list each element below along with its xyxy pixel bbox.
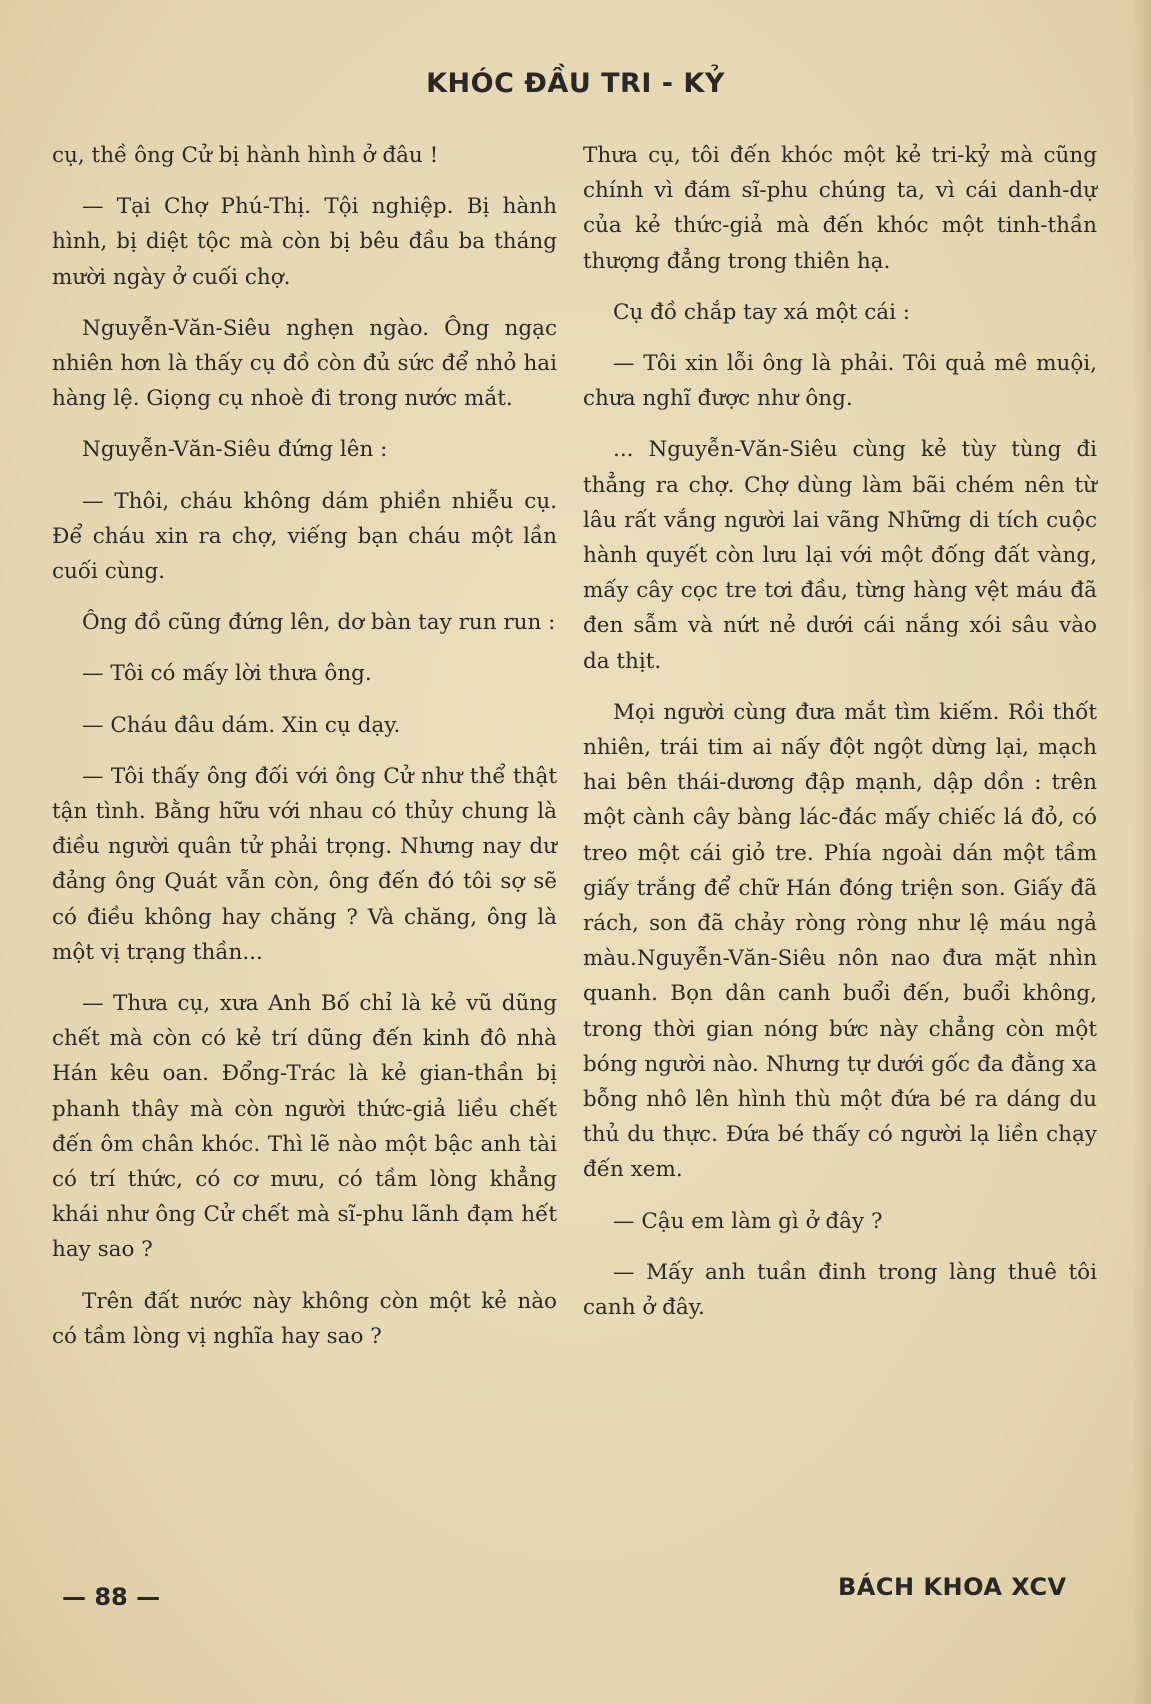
paragraph: — Thưa cụ, xưa Anh Bố chỉ là kẻ vũ dũng chết mà còn có kẻ trí dũng đến kinh đô nhà Hán kêu oan. Đổng-Trác là kẻ gian-thần bị phanh thây mà còn người thức-giả liều chết đến ôm chân khóc. Thì lẽ nào một bậc anh tài có trí thức, có cơ mưu, có tầm lòng khẳng khái như ông Cử chết mà sĩ-phu lãnh đạm hết hay sao ? [52,991,557,1263]
paragraph: — Mấy anh tuần đinh trong làng thuê tôi canh ở đây. [583,1259,1097,1321]
paragraph: — Tôi thấy ông đối với ông Cử như thể thật tận tình. Bằng hữu với nhau có thủy chung là điều người quân tử phải trọng. Nhưng nay dư đảng ông Quát vẫn còn, ông đến đó tôi sợ sẽ có điều không hay chăng ? Và chăng, ông là một vị trạng thần... [52,763,557,965]
paragraph: — Tôi có mấy lời thưa ông. [82,661,372,687]
paragraph: — Tôi xin lỗi ông là phải. Tôi quả mê muội, chưa nghĩ được như ông. [583,351,1097,412]
right-column [583,138,1097,1341]
running-title: KHÓC ĐẦU TRI - KỶ [426,68,725,99]
paragraph: Mọi người cùng đưa mắt tìm kiếm. Rồi thốt nhiên, trái tim ai nấy đột ngột dừng lại, mạch hai bên thái-dương đập mạnh, dập dồn : trên một cành cây bàng lác-đác mấy chiếc lá đỏ, có treo một cái giỏ tre. Phía ngoài dán một tầm giấy trắng để chữ Hán đóng triện son. Giấy đã rách, son đã chảy ròng ròng như lệ máu ngả màu.Nguyễn-Văn-Siêu nôn nao đưa mặt nhìn quanh. Bọn dân canh buổi đến, buổi không, trong thời gian nóng bức này chẳng còn một bóng người nào. Nhưng tự dưới gốc đa đằng xa bỗng nhô lên hình thù một đứa bé ra dáng du thủ du thực. Đứa bé thấy có người lạ liền chạy đến xem. [583,699,1097,1183]
paragraph: Ông đồ cũng đứng lên, dơ bàn tay run run : [82,610,556,636]
paragraph: — Cậu em làm gì ở đây ? [613,1208,883,1234]
paragraph: cụ, thề ông Cử bị hành hình ở đâu ! [52,143,439,168]
paragraph: ... Nguyễn-Văn-Siêu cùng kẻ tùy tùng đi thẳng ra chợ. Chợ dùng làm bãi chém nên từ lâu rất vắng người lai vãng Những di tích cuộc hành quyết còn lưu lại với một đống đất vàng, mấy cây cọc tre tơi đầu, từng hàng vệt máu đã đen sẫm và nứt nẻ dưới cái nắng xói sâu vào da thịt. [583,437,1097,674]
paragraph: Thưa cụ, tôi đến khóc một kẻ tri-kỷ mà cũng chính vì đám sĩ-phu chúng ta, vì cái danh-dự của kẻ thức-giả mà đến khóc một tinh-thần thượng đẳng trong thiên hạ. [583,143,1097,274]
paragraph: Cụ đồ chắp tay xá một cái : [613,299,911,325]
paragraph: — Thôi, cháu không dám phiền nhiễu cụ. Để cháu xin ra chợ, viếng bạn cháu một lần cuối cùng. [52,488,557,585]
page-edge-shadow [1133,0,1151,1704]
paragraph: Nguyễn-Văn-Siêu đứng lên : [82,437,388,463]
paragraph: — Tại Chợ Phú-Thị. Tội nghiệp. Bị hành hình, bị diệt tộc mà còn bị bêu đầu ba tháng mười ngày ở cuối chợ. [52,194,557,290]
magazine-name: BÁCH KHOA XCV [838,1573,1067,1601]
paragraph: — Cháu đâu dám. Xin cụ dạy. [82,712,401,738]
paragraph: Nguyễn-Văn-Siêu nghẹn ngào. Ông ngạc nhiên hơn là thấy cụ đồ còn đủ sức để nhỏ hai hàng lệ. Giọng cụ nhoè đi trong nước mắt. [52,315,557,412]
page-number: — 88 — [62,1583,161,1611]
left-column [52,138,557,1370]
paragraph: Trên đất nước này không còn một kẻ nào có tầm lòng vị nghĩa hay sao ? [52,1288,557,1349]
